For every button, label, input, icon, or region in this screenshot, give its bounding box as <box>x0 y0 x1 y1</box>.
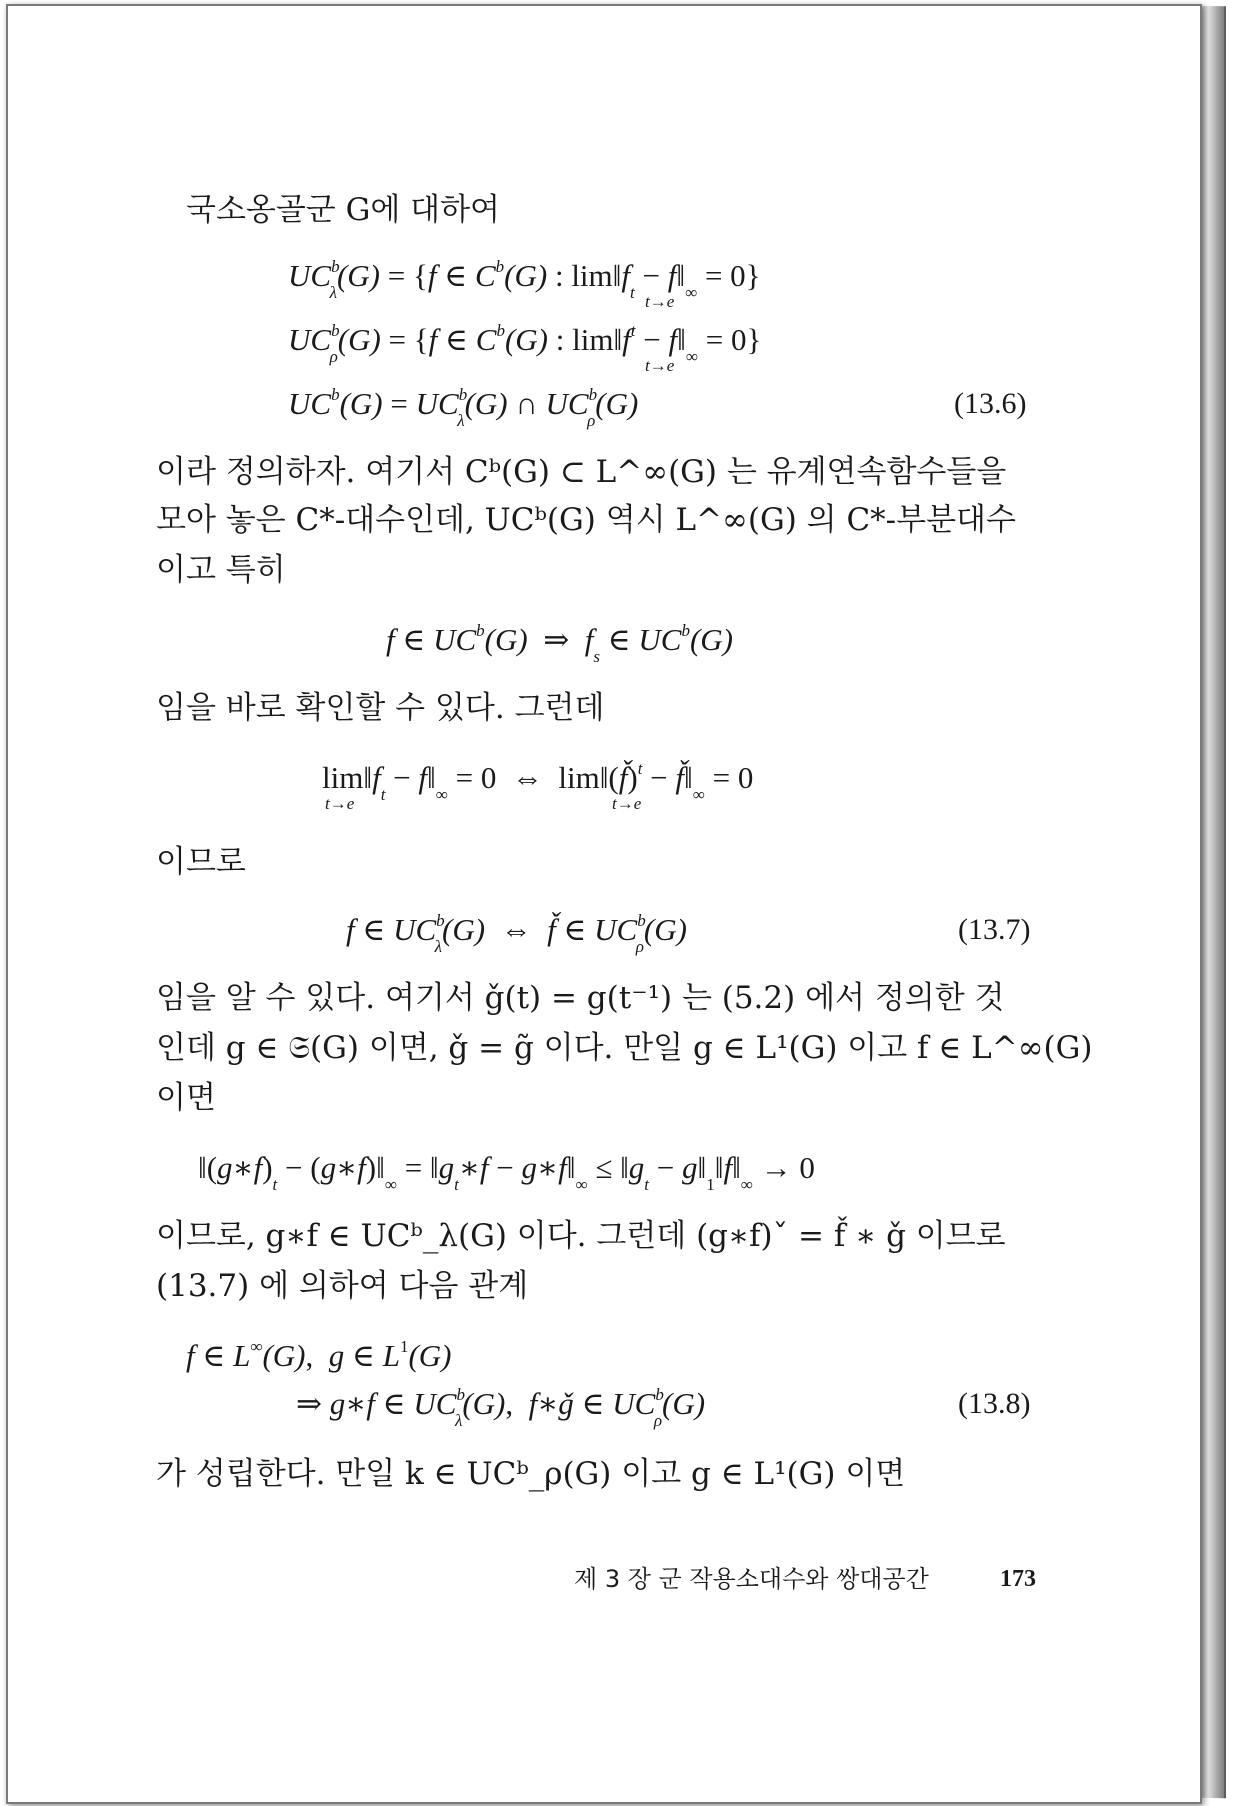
equation-norm-estimate: $‖(g∗f)_t$ − $(g∗f)‖_\infty$ = $‖g_t∗f$ − $g∗f‖_\infty$ ≤ $‖g_t$ − $g‖_1‖f‖_\infty \to 0$ <box>198 1150 815 1194</box>
paragraph-line-3: 이고 특히 <box>156 552 286 588</box>
paragraph-know-line-3: 이면 <box>156 1080 216 1116</box>
paragraph-know-line-1: 임을 알 수 있다. 여기서 ǧ(t) = g(t⁻¹) 는 (5.2) 에서 정의한 것 <box>156 980 1005 1016</box>
paragraph-holds-line: 가 성립한다. 만일 k ∈ UCᵇ_ρ(G) 이고 g ∈ L¹(G) 이면 <box>156 1456 906 1492</box>
equation-lim-equivalence: $\lim‖f_t$ − $f‖_\infty = 0$ ⇔ lim‖(f̌)$^t$ − $f̌‖_\infty = 0$ <box>322 759 754 804</box>
lim-subscript-4: t→e <box>612 794 642 813</box>
equation-uc-rho: $UC^b_\rho(G) = \{f$ ∈ $C^b(G)$ : $\lim‖f^t$ − $f‖_\infty = 0$} <box>288 321 762 366</box>
equation-number-13-8: (13.8) <box>958 1387 1031 1420</box>
equation-13-7: f ∈ $UC^b_\lambda(G)$ ⇔ f̌ ∈ $UC^b_\rho(G)$ <box>346 911 687 956</box>
paragraph-check-line: 임을 바로 확인할 수 있다. 그런데 <box>156 690 605 726</box>
paragraph-conv-line-1: 이므로, g∗f ∈ UCᵇ_λ(G) 이다. 그런데 (g∗f)ˇ = f̌ ∗ ǧ 이므로 <box>156 1218 1006 1254</box>
equation-uc-intersection: $UC^b(G) = UC^b_\lambda(G)$ ∩ $UC^b_\rho(G)$ <box>288 385 639 430</box>
book-spine-edge <box>1200 6 1226 1799</box>
equation-number-13-6: (13.6) <box>954 387 1027 420</box>
paragraph-line-2: 모아 놓은 C*-대수인데, UCᵇ(G) 역시 L^∞(G) 의 C*-부분대수 <box>156 502 1016 538</box>
lim-subscript-3: t→e <box>325 794 355 813</box>
equation-translation-invariance: f ∈ $UC^b(G)$ ⇒ $f_s$ ∈ $UC^b(G)$ <box>386 621 734 666</box>
lim-subscript-2: t→e <box>645 356 675 375</box>
equation-uc-lambda: $UC^b_\lambda(G) = \{f$ ∈ $C^b(G)$ : $\lim‖f_t$ − $f‖_\infty = 0$} <box>288 257 761 302</box>
running-footer-chapter: 제 3 장 군 작용소대수와 쌍대공간 <box>574 1565 929 1593</box>
page-number: 173 <box>1000 1566 1036 1592</box>
paragraph-know-line-2: 인데 g ∈ 𝔖(G) 이면, ǧ = g̃ 이다. 만일 g ∈ L¹(G) 이고 f ∈ L^∞(G) <box>156 1030 1093 1066</box>
intro-line: 국소옹골군 G에 대하여 <box>186 192 500 228</box>
lim-subscript-1: t→e <box>645 292 675 311</box>
equation-number-13-7: (13.7) <box>958 913 1031 946</box>
paragraph-imeuro-line: 이므로 <box>156 844 246 880</box>
paragraph-line-1: 이라 정의하자. 여기서 Cᵇ(G) ⊂ L^∞(G) 는 유계연속함수들을 <box>156 454 1007 490</box>
equation-13-8-conclusion: ⇒ g∗f ∈ $UC^b_\lambda(G)$, f∗ǧ ∈ $UC^b_\rho(G)$ <box>296 1385 706 1430</box>
equation-13-8-premise: f ∈ L∞(G), g ∈ $L^1(G)$ <box>186 1337 452 1373</box>
paragraph-conv-line-2: (13.7) 에 의하여 다음 관계 <box>156 1268 529 1304</box>
